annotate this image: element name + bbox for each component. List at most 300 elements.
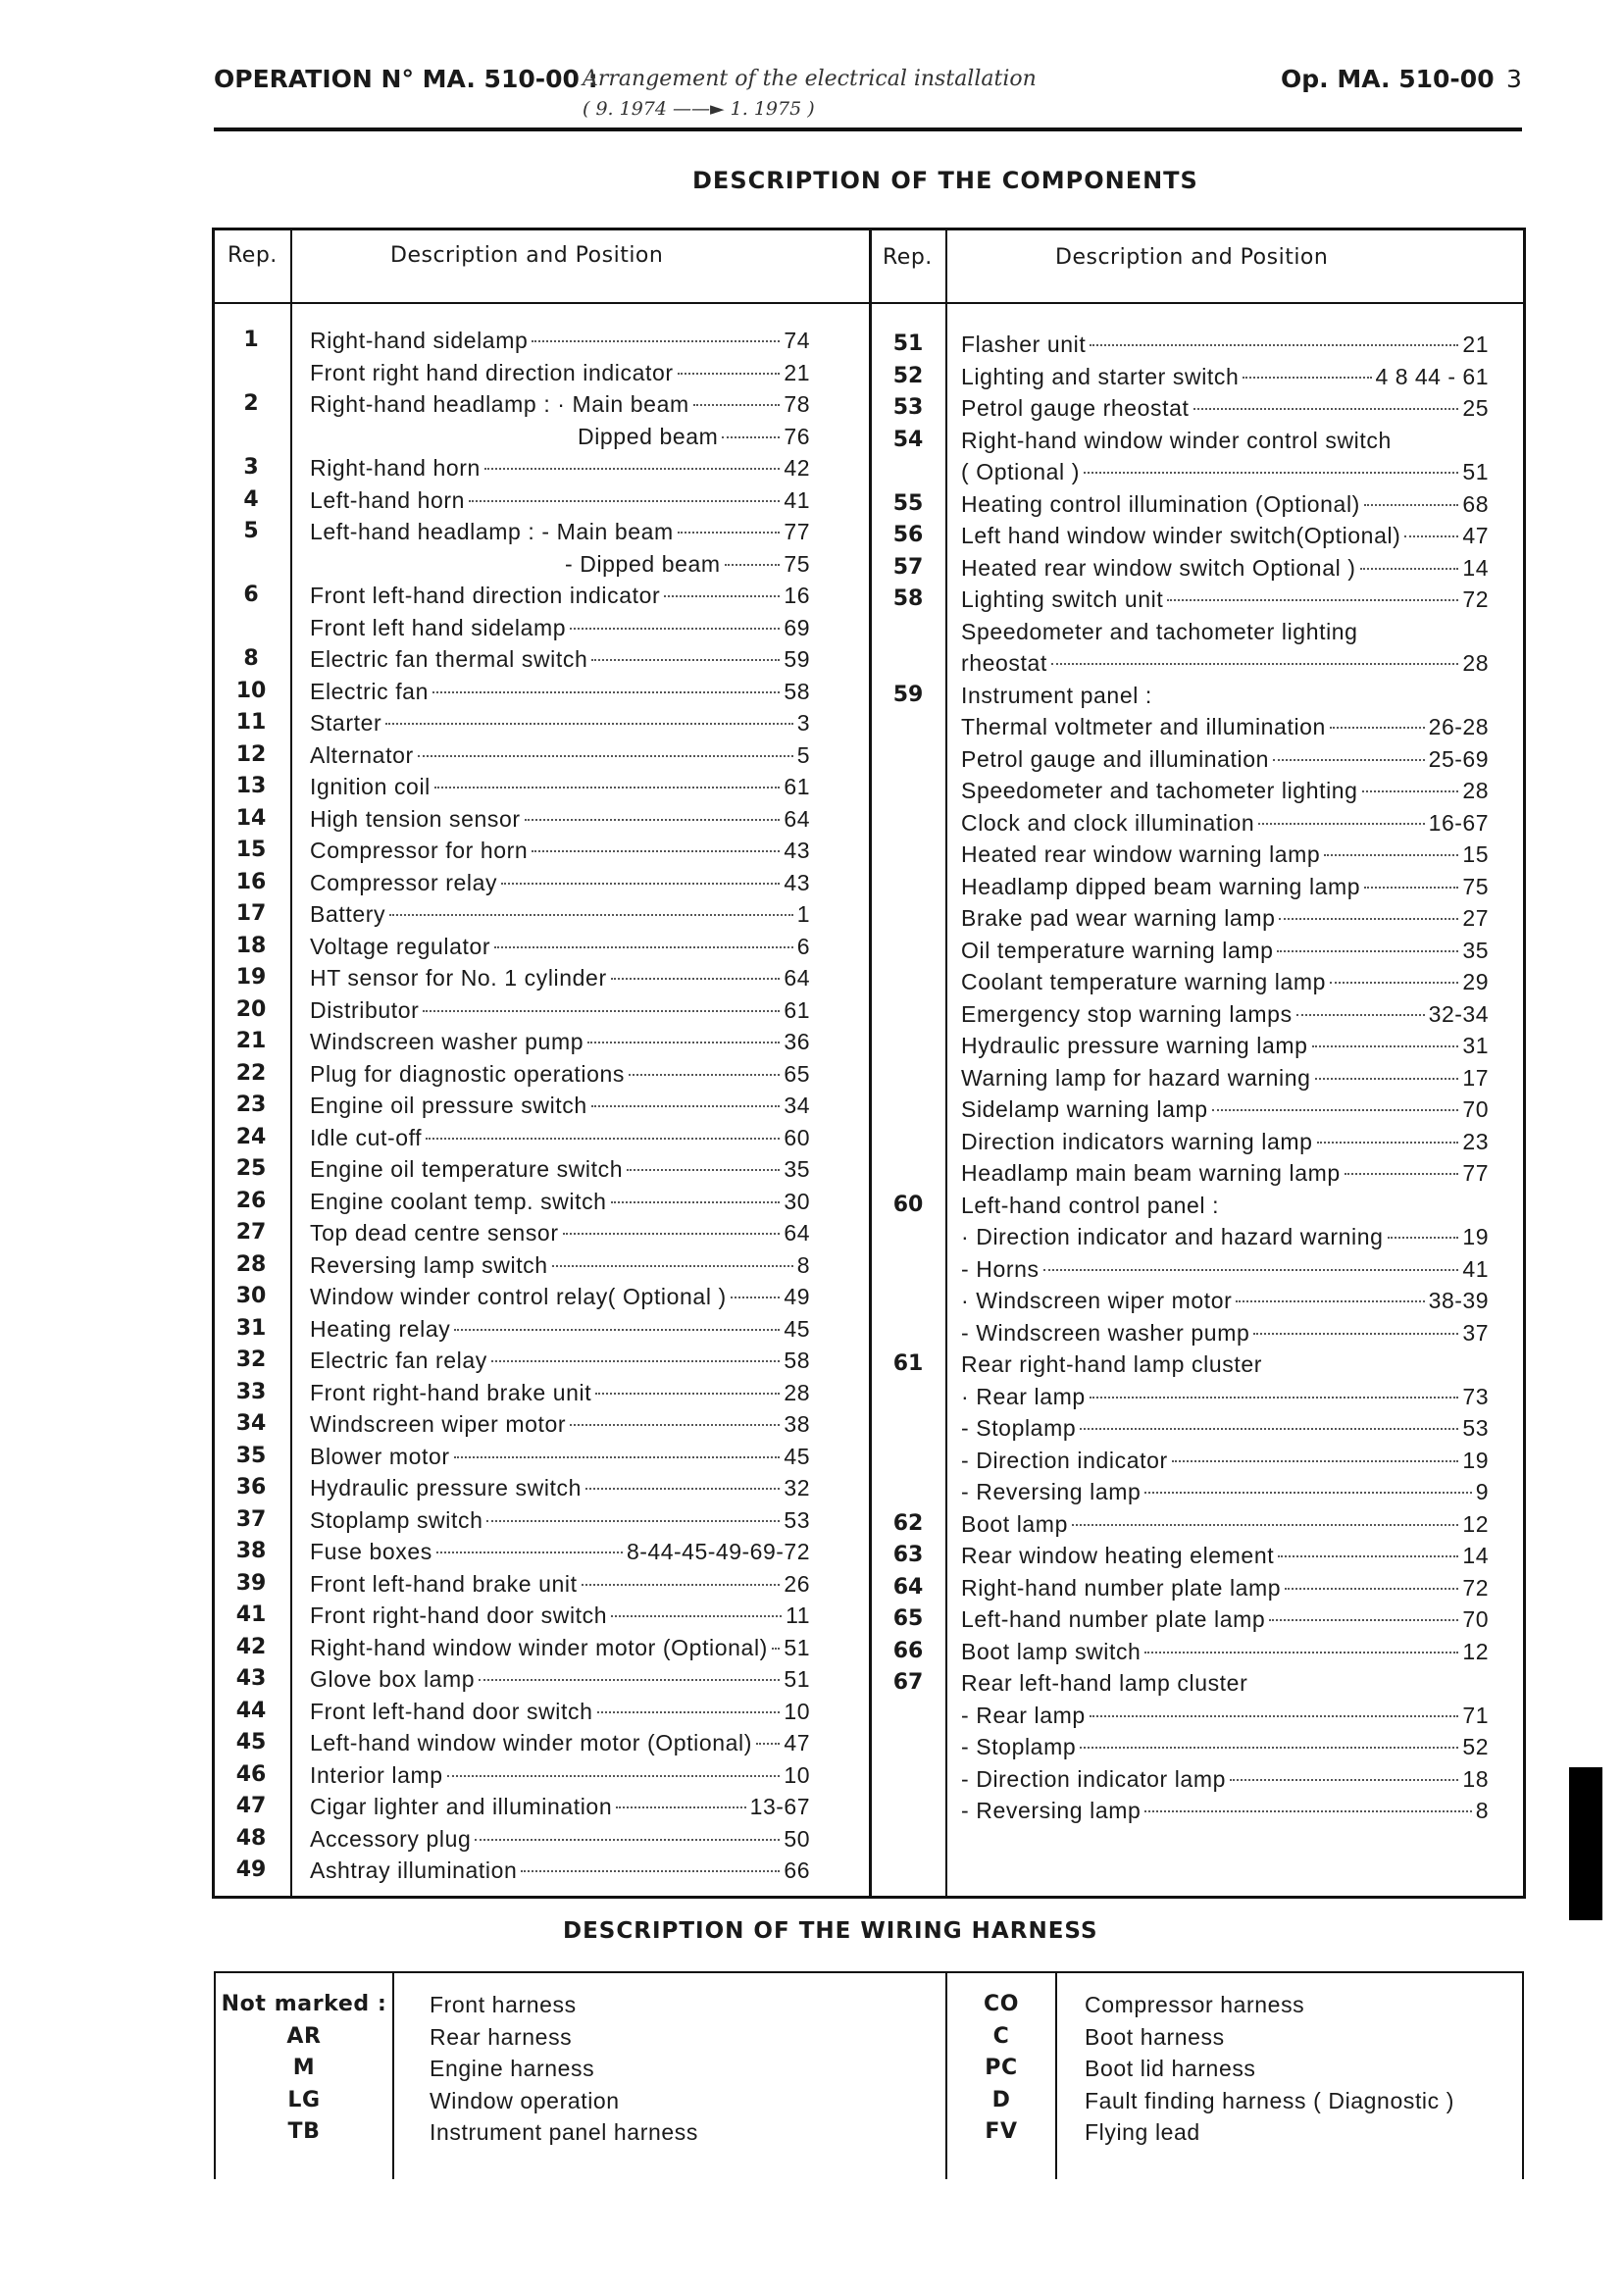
- component-row: [310, 1536, 810, 1568]
- leader-dots: [532, 340, 780, 342]
- component-description: HT sensor for No. 1 cylinder: [310, 965, 607, 991]
- component-row: [310, 484, 810, 517]
- component-rep: 28: [235, 1251, 267, 1277]
- component-row: [310, 1249, 810, 1282]
- component-position: 71: [1462, 1702, 1489, 1728]
- leader-dots: [1364, 504, 1458, 506]
- leader-dots: [1084, 472, 1458, 474]
- component-position: 75: [784, 550, 810, 577]
- component-position: 6: [796, 933, 810, 959]
- component-row: [961, 1700, 1489, 1732]
- harness-code: TB: [287, 2119, 321, 2144]
- component-description: Headlamp main beam warning lamp: [961, 1160, 1341, 1186]
- component-description: Hydraulic pressure warning lamp: [961, 1033, 1308, 1058]
- component-rep: [871, 966, 945, 998]
- component-row: [961, 711, 1489, 743]
- component-position: 4 8 44 - 61: [1375, 363, 1489, 389]
- component-position: 41: [1462, 1255, 1489, 1282]
- component-position: 64: [784, 1220, 810, 1246]
- component-position: 34: [784, 1093, 810, 1118]
- component-rep: 32: [235, 1348, 267, 1372]
- component-position: 61: [784, 996, 810, 1023]
- leader-dots: [611, 1615, 782, 1617]
- component-rep: 39: [235, 1570, 267, 1596]
- component-position: 70: [1462, 1606, 1489, 1632]
- component-description: Window winder control relay( Optional ): [310, 1284, 727, 1309]
- component-rep: 63: [892, 1543, 924, 1567]
- component-position: 25: [1462, 395, 1489, 421]
- component-row: [961, 1572, 1489, 1604]
- component-description: - Windscreen washer pump: [961, 1319, 1250, 1346]
- component-position: 10: [784, 1761, 810, 1788]
- component-row: [310, 357, 810, 389]
- component-row: [310, 1281, 810, 1313]
- component-row: [310, 548, 810, 581]
- component-position: 8-44-45-49-69-72: [626, 1539, 810, 1564]
- component-row: [961, 680, 1489, 712]
- leader-dots: [678, 532, 781, 534]
- harness-description: Fault finding harness ( Diagnostic ): [1085, 2087, 1454, 2113]
- leader-dots: [629, 1074, 780, 1076]
- component-position: 10: [784, 1698, 810, 1724]
- component-row: [961, 392, 1489, 425]
- harness-code: PC: [985, 2056, 1018, 2080]
- component-description: Instrument panel :: [961, 682, 1152, 708]
- leader-dots: [627, 1169, 780, 1171]
- component-row: [310, 1663, 810, 1696]
- component-rep: [871, 1445, 945, 1477]
- operation-subtitle: Arrangement of the electrical installation: [583, 67, 1037, 91]
- component-row: [961, 616, 1489, 648]
- component-rep: 62: [892, 1510, 924, 1536]
- component-rep: 14: [235, 805, 267, 831]
- component-rep: [871, 616, 945, 648]
- component-position: 41: [784, 486, 810, 513]
- component-rep: 21: [235, 1029, 267, 1053]
- component-position: 32: [784, 1475, 810, 1501]
- harness-left-descs: [430, 1989, 939, 2149]
- component-position: 76: [784, 423, 810, 449]
- component-description: - Stoplamp: [961, 1734, 1077, 1759]
- harness-description: Instrument panel harness: [430, 2119, 698, 2145]
- component-position: 51: [784, 1634, 810, 1660]
- left-rep-divider: [290, 228, 292, 1899]
- component-position: 36: [784, 1029, 810, 1054]
- component-row: [961, 584, 1489, 616]
- component-description: Ashtray illumination: [310, 1857, 518, 1883]
- leader-dots: [725, 564, 781, 566]
- leader-dots: [479, 1679, 780, 1681]
- leader-dots: [486, 1520, 780, 1522]
- component-rep: 20: [235, 996, 267, 1022]
- leader-dots: [1193, 408, 1459, 410]
- component-row: [961, 1190, 1489, 1222]
- component-description: Left-hand horn: [310, 486, 466, 513]
- leader-dots: [1051, 663, 1459, 665]
- component-rep: 36: [235, 1475, 267, 1500]
- component-position: 35: [784, 1156, 810, 1182]
- component-description: Boot lamp switch: [961, 1638, 1142, 1664]
- component-description: Engine oil pressure switch: [310, 1093, 587, 1118]
- component-rep: [871, 1412, 945, 1445]
- component-position: 28: [1462, 778, 1489, 803]
- leader-dots: [1279, 918, 1458, 920]
- component-description: Front right-hand brake unit: [310, 1379, 592, 1405]
- leader-dots: [587, 1042, 780, 1043]
- harness-description: Window operation: [430, 2087, 620, 2113]
- component-rep: 34: [235, 1411, 267, 1436]
- component-description: Left-hand number plate lamp: [961, 1606, 1266, 1632]
- component-row: [961, 1795, 1489, 1827]
- component-row: [310, 1472, 810, 1504]
- component-rep: 37: [235, 1506, 267, 1532]
- component-position: 16-67: [1428, 809, 1489, 836]
- component-description: ( Optional ): [961, 459, 1080, 484]
- leader-dots: [1345, 1173, 1459, 1175]
- component-description: Speedometer and tachometer lighting: [961, 618, 1358, 644]
- leader-dots: [491, 1360, 781, 1362]
- component-rep: 15: [235, 838, 267, 862]
- harness-description: Boot harness: [1085, 2023, 1225, 2050]
- component-rep: [871, 1126, 945, 1158]
- component-position: 60: [784, 1124, 810, 1150]
- component-row: [961, 1636, 1489, 1668]
- component-position: 17: [1462, 1064, 1489, 1091]
- leader-dots: [1080, 1747, 1458, 1749]
- leader-dots: [454, 1456, 781, 1458]
- component-row: [961, 425, 1489, 457]
- component-row: [961, 1094, 1489, 1126]
- harness-code: LG: [287, 2087, 321, 2112]
- component-description: Electric fan relay: [310, 1348, 487, 1373]
- component-position: 26-28: [1428, 714, 1489, 739]
- leader-dots: [1144, 1492, 1471, 1494]
- component-description: Voltage regulator: [310, 933, 491, 959]
- component-description: Heating control illumination (Optional): [961, 490, 1360, 517]
- component-position: 42: [784, 455, 810, 481]
- harness-right-codes: [947, 1989, 1055, 2149]
- component-description: - Rear lamp: [961, 1702, 1086, 1728]
- component-rep: 25: [235, 1156, 267, 1181]
- component-row: [961, 1731, 1489, 1763]
- component-description: Sidelamp warning lamp: [961, 1096, 1208, 1122]
- component-position: 27: [1462, 905, 1489, 931]
- component-position: 12: [1462, 1638, 1489, 1664]
- component-description: - Direction indicator: [961, 1447, 1168, 1473]
- component-row: [310, 388, 810, 421]
- component-row: [961, 329, 1489, 361]
- leader-dots: [1296, 1014, 1425, 1016]
- leader-dots: [552, 1265, 793, 1267]
- leader-dots: [591, 1105, 781, 1107]
- component-row: [961, 488, 1489, 521]
- component-position: 59: [784, 646, 810, 672]
- leader-dots: [1269, 1619, 1458, 1621]
- component-rep: 59: [892, 682, 924, 707]
- page-number: 3: [1506, 65, 1522, 93]
- component-position: 1: [796, 901, 810, 927]
- leader-dots: [664, 595, 780, 597]
- component-rep: 58: [892, 586, 924, 611]
- component-position: 64: [784, 805, 810, 832]
- leader-dots: [418, 755, 793, 757]
- component-rep: 48: [235, 1825, 267, 1851]
- component-rep: [871, 1062, 945, 1094]
- component-description: Cigar lighter and illumination: [310, 1794, 613, 1819]
- component-row: [961, 1221, 1489, 1253]
- harness-description: Boot lid harness: [1085, 2056, 1256, 2081]
- component-rep: 6: [243, 583, 259, 607]
- component-row: [961, 1445, 1489, 1477]
- component-rep: 49: [235, 1857, 267, 1882]
- leader-dots: [1360, 568, 1459, 570]
- leader-dots: [1330, 982, 1458, 984]
- leader-dots: [454, 1329, 780, 1331]
- leader-dots: [1317, 1142, 1459, 1144]
- leader-dots: [501, 883, 780, 885]
- component-row: [310, 1823, 810, 1856]
- component-row: [310, 1090, 810, 1122]
- component-rep: 17: [235, 901, 267, 926]
- component-description: Rear right-hand lamp cluster: [961, 1351, 1262, 1377]
- harness-description: Flying lead: [1085, 2119, 1200, 2145]
- leader-dots: [582, 1584, 781, 1586]
- leader-dots: [1388, 1237, 1459, 1239]
- leader-dots: [389, 914, 793, 916]
- component-position: 58: [784, 1348, 810, 1373]
- component-rep: 53: [892, 395, 924, 420]
- component-rep: [871, 935, 945, 967]
- leader-dots: [1277, 950, 1458, 952]
- component-rep: 51: [892, 331, 924, 356]
- component-position: 66: [784, 1857, 810, 1883]
- harness-right-descs: [1085, 1989, 1522, 2149]
- component-position: 23: [1462, 1128, 1489, 1154]
- component-row: [310, 1759, 810, 1792]
- component-description: · Rear lamp: [961, 1383, 1086, 1409]
- leader-dots: [1324, 854, 1458, 856]
- component-description: Lighting and starter switch: [961, 363, 1240, 389]
- leader-dots: [1212, 1109, 1459, 1111]
- component-row: [310, 580, 810, 612]
- component-rep: 35: [235, 1443, 267, 1468]
- component-description: Hydraulic pressure switch: [310, 1475, 583, 1501]
- component-description: Flasher unit: [961, 331, 1087, 357]
- component-rep: 18: [235, 933, 267, 958]
- component-description: Engine coolant temp. switch: [310, 1188, 607, 1214]
- leader-dots: [722, 436, 780, 438]
- component-rep: 10: [235, 678, 267, 703]
- leader-dots: [570, 628, 780, 630]
- leader-dots: [1090, 1715, 1459, 1717]
- component-rep: [212, 357, 290, 389]
- leader-dots: [1144, 1810, 1471, 1812]
- component-row: [310, 1058, 810, 1091]
- component-description: Reversing lamp switch: [310, 1251, 548, 1278]
- component-position: 47: [784, 1730, 810, 1755]
- component-description: Windscreen washer pump: [310, 1029, 584, 1054]
- component-rep: 33: [235, 1379, 267, 1404]
- component-row: [961, 1508, 1489, 1541]
- component-position: 21: [1462, 331, 1489, 357]
- leader-dots: [731, 1297, 781, 1298]
- component-row: [961, 1540, 1489, 1572]
- leader-dots: [532, 850, 780, 852]
- leader-dots: [469, 500, 780, 502]
- component-rep: [871, 998, 945, 1031]
- component-description: Thermal voltmeter and illumination: [961, 714, 1326, 739]
- component-row: [961, 361, 1489, 393]
- harness-code: C: [992, 2023, 1010, 2049]
- component-description: Boot lamp: [961, 1510, 1068, 1537]
- component-position: 50: [784, 1825, 810, 1852]
- harness-divider-1: [392, 1971, 394, 2179]
- component-rep: 12: [235, 741, 267, 767]
- component-position: 45: [784, 1443, 810, 1469]
- component-row: [961, 1126, 1489, 1158]
- component-row: [961, 1285, 1489, 1317]
- leader-dots: [423, 1010, 780, 1012]
- component-rep: 5: [243, 519, 259, 543]
- component-row: [310, 1568, 810, 1601]
- leader-dots: [1285, 1588, 1458, 1590]
- component-position: 51: [784, 1666, 810, 1692]
- component-description: · Direction indicator and hazard warning: [961, 1224, 1384, 1249]
- component-position: 74: [784, 328, 810, 353]
- leader-dots: [1315, 1078, 1459, 1080]
- component-position: 52: [1462, 1734, 1489, 1759]
- component-rep: 8: [243, 646, 259, 671]
- leader-dots: [1144, 1652, 1458, 1653]
- component-position: 64: [784, 965, 810, 991]
- component-description: Front left-hand brake unit: [310, 1570, 578, 1597]
- component-row: [310, 1026, 810, 1058]
- leader-dots: [1090, 1397, 1459, 1399]
- component-row: [310, 325, 810, 357]
- component-description: - Stoplamp: [961, 1415, 1077, 1441]
- component-row: [310, 1632, 810, 1664]
- component-rep: [212, 612, 290, 644]
- component-row: [310, 1377, 810, 1409]
- leader-dots: [585, 1488, 780, 1490]
- component-rep: [871, 1221, 945, 1253]
- component-row: [310, 1600, 810, 1632]
- component-row: [310, 1855, 810, 1887]
- component-row: [310, 1727, 810, 1759]
- component-description: Blower motor: [310, 1443, 450, 1469]
- component-position: 70: [1462, 1096, 1489, 1122]
- component-position: 28: [784, 1379, 810, 1405]
- leader-dots: [1312, 1045, 1459, 1047]
- component-description: Front right-hand door switch: [310, 1602, 608, 1628]
- component-description: - Dipped beam: [565, 550, 721, 577]
- leader-dots: [570, 1424, 780, 1426]
- leader-dots: [1172, 1460, 1459, 1462]
- col-desc-left: Description and Position: [390, 243, 664, 268]
- component-row: [310, 931, 810, 963]
- harness-code: M: [292, 2056, 316, 2080]
- component-rep: 64: [892, 1574, 924, 1600]
- component-row: [310, 1408, 810, 1441]
- leader-dots: [385, 723, 792, 725]
- component-row: [310, 994, 810, 1027]
- component-row: [961, 1062, 1489, 1094]
- component-description: - Reversing lamp: [961, 1479, 1142, 1504]
- leader-dots: [1243, 377, 1371, 379]
- component-rep: 61: [892, 1351, 924, 1376]
- component-row: [961, 1763, 1489, 1796]
- component-description: rheostat: [961, 650, 1047, 676]
- leader-dots: [494, 946, 793, 948]
- component-position: 9: [1475, 1479, 1489, 1504]
- left-rep-column: [212, 325, 290, 1887]
- leader-dots: [616, 1806, 745, 1808]
- component-position: 3: [796, 710, 810, 736]
- harness-description: Rear harness: [430, 2023, 573, 2050]
- component-rep: 16: [235, 869, 267, 894]
- component-row: [961, 1381, 1489, 1413]
- component-description: Left-hand window winder motor (Optional): [310, 1730, 752, 1755]
- component-rep: 42: [235, 1634, 267, 1659]
- component-rep: 60: [892, 1192, 924, 1217]
- harness-code: CO: [983, 1992, 1020, 2016]
- leader-dots: [597, 1711, 781, 1713]
- component-rep: [871, 1253, 945, 1286]
- component-row: [961, 775, 1489, 807]
- component-description: Front right hand direction indicator: [310, 359, 674, 385]
- harness-section-title: DESCRIPTION OF THE WIRING HARNESS: [563, 1918, 1098, 1944]
- leader-dots: [611, 978, 781, 980]
- component-row: [961, 1348, 1489, 1381]
- component-row: [961, 1030, 1489, 1062]
- component-description: Right-hand window winder control switch: [961, 427, 1392, 453]
- component-row: [310, 1696, 810, 1728]
- component-rep: 22: [235, 1060, 267, 1086]
- leader-dots: [1278, 1555, 1458, 1557]
- component-rep: [871, 1157, 945, 1190]
- col-rep-left: Rep.: [228, 243, 278, 268]
- component-row: [310, 1186, 810, 1218]
- component-description: - Direction indicator lamp: [961, 1765, 1226, 1792]
- component-description: Heated rear window switch Optional ): [961, 554, 1356, 581]
- component-description: Interior lamp: [310, 1761, 443, 1788]
- page-edge-tab: [1569, 1767, 1602, 1920]
- component-row: [961, 807, 1489, 839]
- component-description: Right-hand horn: [310, 455, 481, 481]
- component-description: Right-hand number plate lamp: [961, 1574, 1282, 1601]
- components-section-title: DESCRIPTION OF THE COMPONENTS: [692, 167, 1198, 194]
- leader-dots: [1167, 599, 1458, 601]
- leader-dots: [678, 373, 781, 375]
- component-description: Engine oil temperature switch: [310, 1156, 624, 1182]
- component-position: 29: [1462, 969, 1489, 994]
- component-row: [310, 962, 810, 994]
- component-rep: [871, 1795, 945, 1827]
- component-row: [310, 612, 810, 644]
- component-position: 68: [1462, 490, 1489, 517]
- component-row: [961, 1157, 1489, 1190]
- component-row: [310, 643, 810, 676]
- component-description: Battery: [310, 901, 386, 927]
- component-position: 38: [784, 1411, 810, 1437]
- component-row: [310, 771, 810, 803]
- component-rep: 1: [243, 328, 259, 352]
- component-row: [310, 1791, 810, 1823]
- component-row: [961, 998, 1489, 1031]
- component-description: Heating relay: [310, 1315, 451, 1342]
- leader-dots: [447, 1775, 781, 1777]
- component-rep: 54: [892, 427, 924, 452]
